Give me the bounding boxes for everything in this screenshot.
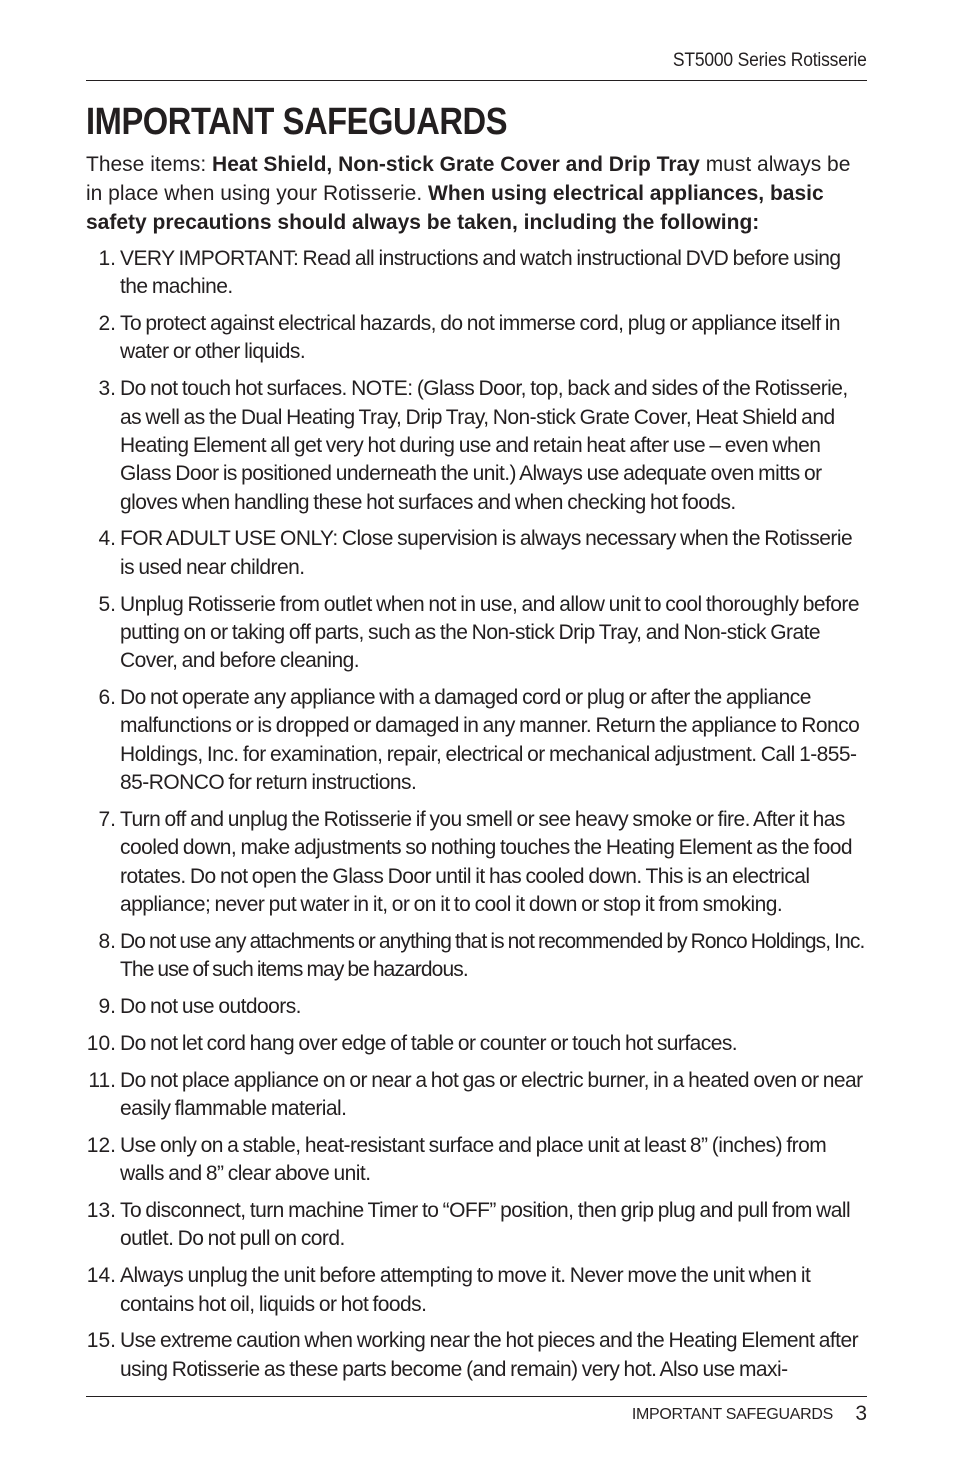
list-item	[86, 1030, 867, 1058]
list-item	[86, 525, 867, 582]
running-header	[86, 48, 867, 81]
footer-section-label: IMPORTANT SAFEGUARDS	[631, 1406, 833, 1423]
item-number: 3.	[98, 377, 116, 401]
page-heading: IMPORTANT SAFEGUARDS	[86, 101, 508, 143]
page-number: 3	[855, 1402, 867, 1425]
item-text: Do not place appliance on or near a hot gas or electric burner, in a heated oven or near easily flammable material.	[120, 1068, 863, 1120]
item-number: 4.	[98, 527, 116, 551]
item-text: FOR ADULT USE ONLY: Close supervision is always necessary when the Rotisserie is used near children.	[120, 527, 853, 579]
item-text: Do not use outdoors.	[120, 994, 301, 1018]
intro-bold-2: When using electrical appliances, basic safety precautions should always be taken, including the following:	[86, 182, 824, 234]
list-item	[86, 245, 867, 302]
item-text: Do not let cord hang over edge of table or counter or touch hot surfaces.	[120, 1031, 738, 1055]
item-text: Do not operate any appliance with a damaged cord or plug or after the appliance malfunctions or is dropped or damaged in any manner. Return the appliance to Ronco Holdings, Inc. for examination, repair, electrical or mechanical adjustment. Call 1-855-85-RONCO for return instructions.	[120, 686, 860, 795]
item-text: To disconnect, turn machine Timer to “OFF” position, then grip plug and pull from wall outlet. Do not pull on cord.	[120, 1199, 851, 1251]
intro-paragraph	[86, 150, 867, 237]
item-text: Use extreme caution when working near the hot pieces and the Heating Element after using Rotisserie as these parts become (and remain) very hot. Also use maxi-	[120, 1329, 859, 1381]
item-text: VERY IMPORTANT: Read all instructions and watch instructional DVD before using the machine.	[120, 247, 841, 299]
item-text: Always unplug the unit before attempting to move it. Never move the unit when it contains hot oil, liquids or hot foods.	[120, 1264, 811, 1316]
list-item	[86, 806, 867, 919]
item-text: Use only on a stable, heat-resistant surface and place unit at least 8” (inches) from walls and 8” clear above unit.	[120, 1133, 827, 1186]
running-footer	[86, 1396, 867, 1437]
list-item	[86, 684, 867, 797]
item-text: Do not use any attachments or anything that is not recommended by Ronco Holdings, Inc. The use of such items may be hazardous.	[120, 929, 865, 981]
item-text: Turn off and unplug the Rotisserie if you smell or see heavy smoke or fire. After it has cooled down, make adjustments so nothing touches the Heating Element as the food rotates. Do not open the Glass Door until it has cooled down. This is an electrical appliance; never put water in it, or on it to cool it down or stop it from smoking.	[120, 807, 852, 916]
intro-text-2: must always be in place when using your Rotisserie.	[86, 153, 851, 205]
item-number: 13.	[86, 1199, 116, 1223]
list-item	[86, 1262, 867, 1319]
list-item	[86, 993, 867, 1021]
item-number: 2.	[98, 312, 116, 336]
header-title: ST5000 Series Rotisserie	[673, 50, 867, 71]
list-item	[86, 1132, 867, 1189]
item-number: 5.	[98, 592, 116, 616]
item-number: 12.	[86, 1133, 116, 1157]
item-number: 1.	[98, 247, 116, 270]
intro-text-1: These items:	[86, 153, 213, 176]
item-number: 15.	[86, 1329, 116, 1353]
item-number: 10.	[86, 1031, 116, 1055]
list-item	[86, 310, 867, 367]
main-content	[86, 96, 867, 1393]
item-text: Unplug Rotisserie from outlet when not in use, and allow unit to cool thoroughly before putting on or taking off parts, such as the Non-stick Drip Tray, and Non-stick Grate Cover, and before cleaning.	[120, 592, 859, 673]
list-item	[86, 1197, 867, 1254]
item-text: Do not touch hot surfaces. NOTE: (Glass Door, top, back and sides of the Rotisserie, as well as the Dual Heating Tray, Drip Tray, Non-stick Grate Cover, Heat Shield and Heating Element all get very hot during use and retain heat after use – even when Glass Door is positioned underneath the unit.) Always use adequate oven mitts or gloves when handling these hot surfaces and when checking hot foods.	[120, 377, 848, 514]
item-number: 11.	[88, 1068, 116, 1092]
item-number: 7.	[98, 807, 116, 831]
list-item	[86, 928, 867, 985]
item-number: 8.	[98, 929, 116, 953]
item-number: 9.	[98, 994, 116, 1018]
list-item	[86, 375, 867, 516]
item-number: 14.	[86, 1264, 116, 1288]
item-text: To protect against electrical hazards, do not immerse cord, plug or appliance itself in water or other liquids.	[120, 312, 841, 364]
list-item	[86, 1327, 867, 1384]
list-item	[86, 1067, 867, 1124]
item-number: 6.	[98, 686, 116, 710]
safeguards-list	[86, 245, 867, 1384]
intro-bold-1: Heat Shield, Non-stick Grate Cover and Drip Tray	[212, 153, 700, 176]
list-item	[86, 591, 867, 676]
